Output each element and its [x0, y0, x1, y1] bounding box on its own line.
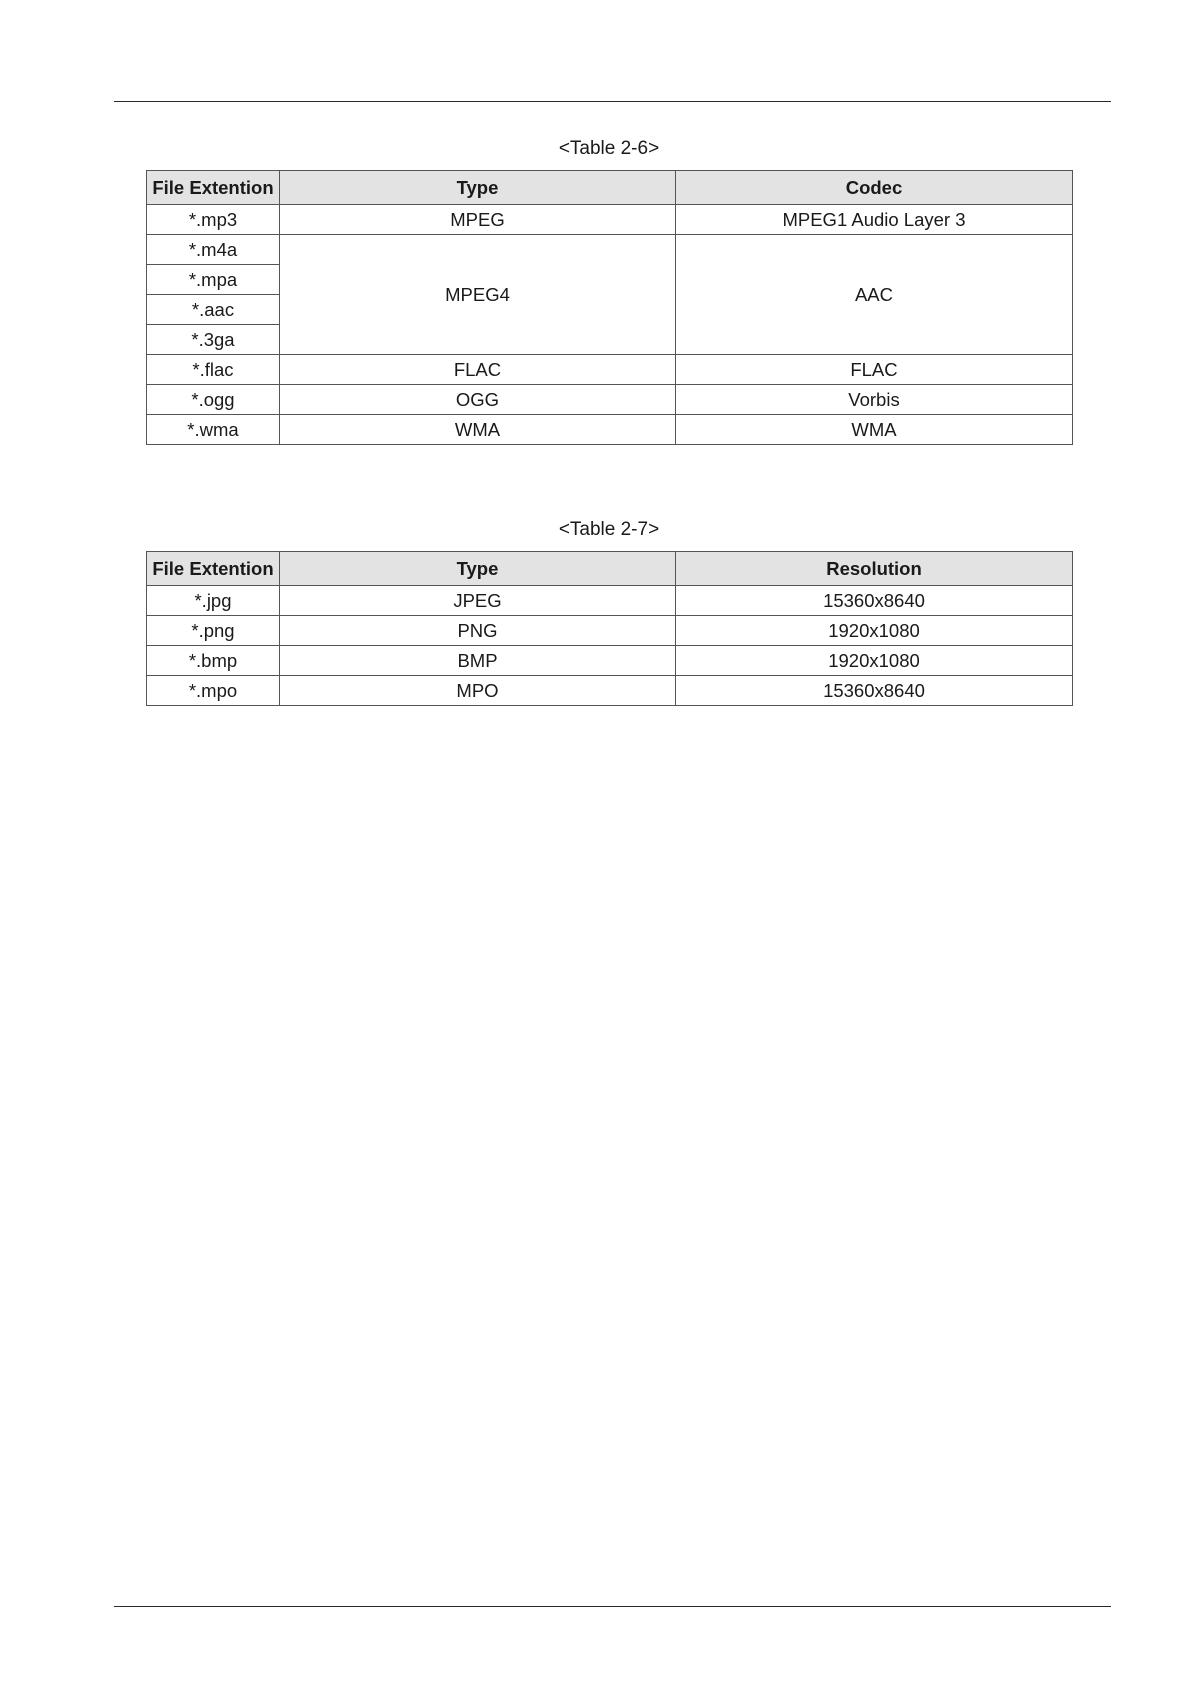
extension-cell: *.mp3 [147, 205, 280, 235]
type-cell: MPEG [280, 205, 676, 235]
column-header-extension: File Extention [147, 171, 280, 205]
header-rule [114, 101, 1111, 102]
type-cell: PNG [280, 616, 676, 646]
column-header-codec: Codec [676, 171, 1073, 205]
extension-cell: *.png [147, 616, 280, 646]
table-row [147, 646, 1073, 676]
table-row [147, 235, 1073, 265]
table-row [147, 616, 1073, 646]
extension-cell: *.flac [147, 355, 280, 385]
column-header-type: Type [280, 552, 676, 586]
table-row [147, 415, 1073, 445]
resolution-cell: 1920x1080 [676, 616, 1073, 646]
column-header-resolution: Resolution [676, 552, 1073, 586]
codec-cell: FLAC [676, 355, 1073, 385]
resolution-cell: 15360x8640 [676, 676, 1073, 706]
table-row [147, 355, 1073, 385]
extension-cell: *.wma [147, 415, 280, 445]
extension-cell: *.bmp [147, 646, 280, 676]
extension-cell: *.ogg [147, 385, 280, 415]
extension-cell: *.3ga [147, 325, 280, 355]
extension-cell: *.jpg [147, 586, 280, 616]
type-cell: OGG [280, 385, 676, 415]
table-row [147, 205, 1073, 235]
codec-cell: Vorbis [676, 385, 1073, 415]
table-2-6-caption: <Table 2-6> [558, 138, 660, 159]
table-row [147, 586, 1073, 616]
extension-cell: *.mpa [147, 265, 280, 295]
type-cell: FLAC [280, 355, 676, 385]
table-row [147, 676, 1073, 706]
codec-cell: MPEG1 Audio Layer 3 [676, 205, 1073, 235]
extension-cell: *.mpo [147, 676, 280, 706]
table-row [147, 385, 1073, 415]
codec-cell: AAC [676, 235, 1073, 355]
resolution-cell: 1920x1080 [676, 646, 1073, 676]
column-header-extension: File Extention [147, 552, 280, 586]
table-2-7-caption: <Table 2-7> [558, 519, 660, 540]
column-header-type: Type [280, 171, 676, 205]
image-format-table [146, 551, 1073, 706]
audio-format-table [146, 170, 1073, 445]
table-header-row [147, 552, 1073, 586]
footer-rule [114, 1606, 1111, 1607]
type-cell: MPO [280, 676, 676, 706]
extension-cell: *.aac [147, 295, 280, 325]
type-cell: MPEG4 [280, 235, 676, 355]
extension-cell: *.m4a [147, 235, 280, 265]
type-cell: JPEG [280, 586, 676, 616]
type-cell: BMP [280, 646, 676, 676]
type-cell: WMA [280, 415, 676, 445]
resolution-cell: 15360x8640 [676, 586, 1073, 616]
codec-cell: WMA [676, 415, 1073, 445]
table-header-row [147, 171, 1073, 205]
